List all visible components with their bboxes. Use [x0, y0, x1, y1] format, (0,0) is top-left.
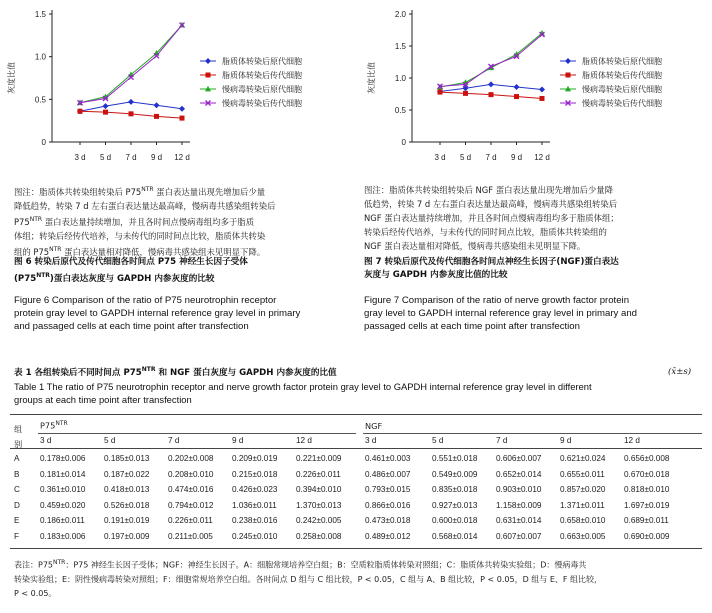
p75-value-cell: 0.459±0.020 — [40, 500, 86, 510]
fig6-caption-en-line3: and passaged cells at each time point after transfection — [14, 321, 249, 332]
data-point — [180, 116, 185, 121]
data-point — [154, 114, 159, 119]
fig7-caption-en-line3: passaged cells at each time point after transfection — [364, 321, 580, 332]
x-tick-label: 9 d — [510, 153, 523, 162]
table-header-rule — [10, 448, 702, 449]
time-point-header: 5 d — [432, 436, 444, 445]
group-label: E — [14, 516, 20, 525]
fig7-note-line4: 转染后经传代培养，与未传代的同时间点比较，脂质体共转染组的 — [364, 227, 607, 237]
table-title-en — [14, 380, 709, 406]
x-tick-label: 5 d — [99, 153, 112, 162]
data-point — [128, 99, 134, 105]
figure-7-caption-cn — [364, 256, 704, 282]
p75-value-cell: 0.178±0.006 — [40, 454, 86, 463]
p75-value-cell: 0.221±0.009 — [296, 454, 342, 463]
ngf-value-cell: 0.656±0.008 — [624, 454, 670, 463]
legend-marker — [206, 73, 211, 78]
series-line — [440, 33, 542, 87]
time-point-header: 12 d — [624, 436, 640, 445]
legend-label: 脂质体转染后传代细胞 — [582, 71, 662, 80]
legend-label: 脂质体转染后传代细胞 — [222, 71, 302, 80]
p75-label: P75 — [40, 420, 56, 431]
p75-value-cell: 0.474±0.016 — [168, 485, 214, 494]
x-tick-label: 12 d — [534, 153, 550, 162]
figure-7-caption-en — [364, 294, 709, 333]
ngf-value-cell: 0.835±0.018 — [432, 485, 478, 494]
ntr-sup: NTR — [55, 420, 68, 427]
fig7-caption-en-line2: gray level to GAPDH internal reference gray level in primary and — [364, 308, 638, 319]
legend-marker — [205, 58, 211, 64]
p75-value-cell: 0.208±0.010 — [168, 469, 214, 479]
fig7-caption-en-line1: Figure 7 Comparison of the ratio of nerve growth factor protein — [364, 295, 630, 306]
ngf-value-cell: 1.158±0.009 — [496, 500, 542, 510]
table-foot-line2: 转染实验组；E：阴性慢病毒转染对照组；F：细胞常规培养空白组。各时间点 D 组与 C 组比较，P < 0.05，C 组与 A、B 组比较，P < 0.05，D 组与 E、F 组比较， — [14, 574, 603, 584]
group-label: F — [14, 531, 20, 541]
p75-value-cell: 0.186±0.011 — [40, 516, 85, 525]
data-point — [540, 96, 545, 101]
data-point — [463, 91, 468, 96]
ngf-value-cell: 0.793±0.015 — [365, 485, 411, 494]
fig7-note-line3: NGF 蛋白表达量持续增加，并且各时间点慢病毒组均多于脂质体组； — [364, 213, 619, 223]
ngf-value-cell: 0.857±0.020 — [560, 485, 606, 494]
fig6-caption-en-line2: protein gray level to GAPDH internal reference gray level in primary — [14, 308, 301, 319]
x-tick-label: 7 d — [125, 153, 137, 162]
y-axis-label: 灰度比值 — [367, 62, 376, 94]
table-stat-label: (x̄±s) — [668, 367, 692, 377]
ngf-value-cell: 0.568±0.014 — [432, 531, 478, 541]
figure-6-svg — [0, 0, 350, 180]
x-tick-label: 9 d — [150, 153, 163, 162]
y-tick-label: 1.5 — [394, 42, 406, 51]
ngf-value-cell: 0.866±0.016 — [365, 500, 411, 510]
table-footnote — [14, 556, 709, 601]
fig6-note-line3b: 蛋白表达量持续增加，并且各时间点慢病毒组均多于脂质 — [42, 216, 255, 227]
table-title-cn-b: 和 NGF 蛋白灰度与 GAPDH 内参灰度的比值 — [155, 368, 337, 378]
p75-header-rule — [38, 433, 356, 434]
ntr-sup: NTR — [36, 272, 50, 279]
fig6-note-line5: 组的 P75 — [14, 246, 50, 257]
fig7-note-line2: 低趋势，转染 7 d 左右蛋白表达量达最高峰，慢病毒共感染组转染后 — [364, 199, 618, 209]
table-title-en-line2: groups at each time point after transfection — [14, 394, 192, 405]
col-ngf-header: NGF — [365, 421, 383, 431]
group-label: B — [14, 469, 20, 479]
data-point — [489, 92, 494, 97]
ngf-value-cell: 0.549±0.009 — [432, 469, 478, 479]
p75-value-cell: 0.191±0.019 — [104, 516, 150, 525]
fig6-note-line2: 降低趋势，转染 7 d 左右蛋白表达量达最高峰，慢病毒共感染组转染后 — [14, 200, 276, 211]
series-line — [80, 25, 182, 103]
x-tick-label: 12 d — [174, 153, 190, 162]
p75-value-cell: 0.245±0.010 — [232, 531, 278, 541]
p75-value-cell: 0.418±0.013 — [104, 485, 150, 494]
table-bottom-rule — [10, 548, 702, 549]
p75-value-cell: 0.215±0.018 — [232, 469, 278, 479]
ntr-sup: NTR — [49, 245, 62, 253]
fig6-note-line1: 图注：脂质体共转染组转染后 P75 — [14, 186, 142, 197]
legend-marker — [566, 73, 571, 78]
ngf-value-cell: 0.658±0.010 — [560, 516, 606, 525]
p75-value-cell: 0.258±0.008 — [296, 531, 342, 541]
ntr-sup: NTR — [29, 215, 43, 223]
ntr-sup: NTR — [141, 366, 156, 374]
legend-label: 慢病毒转染后原代细胞 — [582, 85, 662, 94]
figure-6-caption-cn — [14, 256, 354, 286]
x-tick-label: 3 d — [74, 153, 86, 162]
fig6-caption-en-line1: Figure 6 Comparison of the ratio of P75 neurotrophin receptor — [14, 295, 277, 306]
time-point-header: 7 d — [168, 436, 180, 445]
fig6-note-line1b: 蛋白表达量出现先增加后少量 — [153, 186, 266, 197]
ngf-value-cell: 0.600±0.018 — [432, 516, 478, 525]
ngf-value-cell: 0.461±0.003 — [365, 454, 411, 463]
fig7-caption-cn-line1: 图 7 转染后原代及传代细胞各时间点神经生长因子(NGF)蛋白表达 — [364, 257, 619, 267]
legend-label: 脂质体转染后原代细胞 — [582, 57, 662, 66]
p75-value-cell: 1.370±0.013 — [296, 500, 342, 510]
y-tick-label: 2.0 — [394, 10, 406, 19]
ngf-value-cell: 0.473±0.018 — [365, 516, 411, 525]
legend-label: 脂质体转染后原代细胞 — [222, 57, 302, 66]
fig6-note-line4: 体组；转染后经传代培养，与未传代的同时间点比较，脂质体共转染 — [14, 230, 266, 241]
data-point — [539, 87, 545, 93]
ngf-value-cell: 0.606±0.007 — [496, 454, 542, 463]
figure-6-caption-en — [14, 294, 359, 333]
data-point — [154, 102, 160, 108]
figure-7-chart — [360, 0, 710, 180]
p75-value-cell: 0.794±0.012 — [168, 500, 214, 510]
p75-value-cell: 0.202±0.008 — [168, 454, 214, 463]
data-point — [103, 110, 108, 115]
table-top-rule — [10, 414, 702, 415]
y-tick-label: 0 — [41, 138, 46, 147]
ngf-value-cell: 0.486±0.007 — [365, 469, 411, 479]
ngf-value-cell: 0.607±0.007 — [496, 531, 542, 541]
ngf-value-cell: 0.663±0.005 — [560, 531, 606, 541]
p75-value-cell: 0.361±0.010 — [40, 485, 86, 494]
legend-marker — [565, 58, 571, 64]
fig6-caption-cn-line1: 图 6 转染后原代及传代细胞各时间点 P75 神经生长因子受体 — [14, 257, 248, 267]
p75-value-cell: 0.242±0.005 — [296, 516, 342, 525]
data-point — [438, 90, 443, 95]
table-foot-line3: P < 0.05。 — [14, 588, 57, 598]
p75-value-cell: 0.211±0.005 — [168, 531, 213, 541]
ngf-value-cell: 0.621±0.024 — [560, 454, 606, 463]
data-point — [179, 106, 185, 112]
data-point — [514, 84, 520, 90]
p75-value-cell: 0.185±0.013 — [104, 454, 150, 463]
p75-value-cell: 0.238±0.016 — [232, 516, 278, 525]
ngf-value-cell: 1.371±0.011 — [560, 500, 605, 510]
ngf-value-cell: 0.551±0.018 — [432, 454, 478, 463]
x-tick-label: 3 d — [434, 153, 446, 162]
figure-7-svg — [360, 0, 710, 180]
y-tick-label: 1.0 — [34, 52, 46, 62]
ngf-value-cell: 1.697±0.019 — [624, 500, 670, 510]
fig7-caption-cn-line2: 灰度与 GAPDH 内参灰度比值的比较 — [364, 270, 508, 280]
p75-value-cell: 0.526±0.018 — [104, 500, 150, 510]
time-point-header: 9 d — [232, 436, 244, 445]
fig7-note-line1: 图注：脂质体共转染组转染后 NGF 蛋白表达量出现先增加后少量降 — [364, 185, 614, 195]
figure-6-note — [14, 183, 349, 258]
table-title-cn — [14, 366, 654, 378]
x-tick-label: 7 d — [485, 153, 497, 162]
y-tick-label: 0 — [401, 138, 406, 147]
p75-value-cell: 0.226±0.011 — [168, 516, 213, 525]
p75-value-cell: 1.036±0.011 — [232, 500, 277, 510]
series-line — [440, 34, 542, 86]
group-label: D — [14, 500, 20, 510]
ngf-value-cell: 0.489±0.012 — [365, 531, 411, 541]
fig7-note-line5: NGF 蛋白表达量相对降低，慢病毒共感染组未见明显下降。 — [364, 241, 586, 251]
p75-value-cell: 0.183±0.006 — [40, 531, 86, 541]
fig6-note-line3a: P75 — [14, 216, 30, 227]
fig6-caption-cn-line2b: )蛋白表达灰度与 GAPDH 内参灰度的比较 — [49, 273, 215, 284]
table-foot-line1b: ：P75 神经生长因子受体；NGF：神经生长因子。A：细胞常规培养空白组；B：空质粒脂质体转染对照组；C：脂质体共转染实验组；D：慢病毒共 — [65, 560, 587, 570]
group-label: C — [14, 485, 20, 494]
y-axis-label: 灰度比值 — [7, 62, 16, 94]
series-line — [80, 25, 182, 103]
y-tick-label: 1.0 — [394, 74, 406, 83]
data-point — [129, 111, 134, 116]
table-foot-line1: 表注：P75 — [14, 560, 54, 570]
data-point — [488, 81, 494, 87]
y-tick-label: 0.5 — [34, 95, 46, 105]
figure-7-note — [364, 183, 704, 253]
figure-6-chart — [0, 0, 350, 180]
ngf-header-rule — [363, 433, 702, 434]
time-point-header: 7 d — [496, 436, 508, 445]
p75-value-cell: 0.394±0.010 — [296, 485, 342, 494]
ngf-value-cell: 0.631±0.014 — [496, 516, 542, 525]
p75-value-cell: 0.197±0.009 — [104, 531, 150, 541]
y-tick-label: 0.5 — [394, 106, 406, 115]
ntr-sup: NTR — [141, 186, 154, 193]
ngf-value-cell: 0.818±0.010 — [624, 485, 670, 494]
table-title-en-line1: Table 1 The ratio of P75 neurotrophin receptor and nerve growth factor protein gray level to GAPDH internal reference gray level in different — [14, 381, 592, 392]
col-p75-header — [40, 420, 68, 431]
ngf-value-cell: 0.690±0.009 — [624, 531, 670, 541]
data-point — [103, 103, 109, 109]
ngf-value-cell: 0.689±0.011 — [624, 516, 669, 525]
legend-label: 慢病毒转染后传代细胞 — [582, 99, 662, 108]
col-group-header: 组别 — [14, 424, 23, 449]
ngf-value-cell: 0.652±0.014 — [496, 469, 542, 479]
time-point-header: 12 d — [296, 436, 312, 445]
group-label: A — [14, 454, 20, 463]
p75-value-cell: 0.187±0.022 — [104, 469, 150, 479]
ngf-value-cell: 0.670±0.018 — [624, 469, 670, 479]
ngf-value-cell: 0.927±0.013 — [432, 500, 478, 510]
table-title-cn-a: 表 1 各组转染后不同时间点 P75 — [14, 368, 142, 378]
x-tick-label: 5 d — [459, 153, 472, 162]
time-point-header: 9 d — [560, 436, 572, 445]
p75-value-cell: 0.426±0.023 — [232, 485, 278, 494]
data-point — [514, 94, 519, 99]
time-point-header: 3 d — [40, 436, 52, 445]
fig6-note-line5b: 蛋白表达量相对降低，慢病毒共感染组未见明显下降。 — [61, 246, 266, 257]
ngf-value-cell: 0.903±0.010 — [496, 485, 542, 494]
y-tick-label: 1.5 — [34, 10, 46, 19]
data-point — [78, 109, 83, 114]
ngf-value-cell: 0.655±0.011 — [560, 469, 605, 479]
p75-value-cell: 0.209±0.019 — [232, 454, 278, 463]
time-point-header: 3 d — [365, 436, 377, 445]
legend-label: 慢病毒转染后原代细胞 — [222, 85, 302, 94]
ntr-sup: NTR — [53, 559, 66, 566]
legend-label: 慢病毒转染后传代细胞 — [222, 99, 302, 108]
fig6-caption-cn-line2a: (P75 — [14, 273, 37, 284]
p75-value-cell: 0.181±0.014 — [40, 469, 86, 479]
p75-value-cell: 0.226±0.011 — [296, 469, 341, 479]
time-point-header: 5 d — [104, 436, 116, 445]
